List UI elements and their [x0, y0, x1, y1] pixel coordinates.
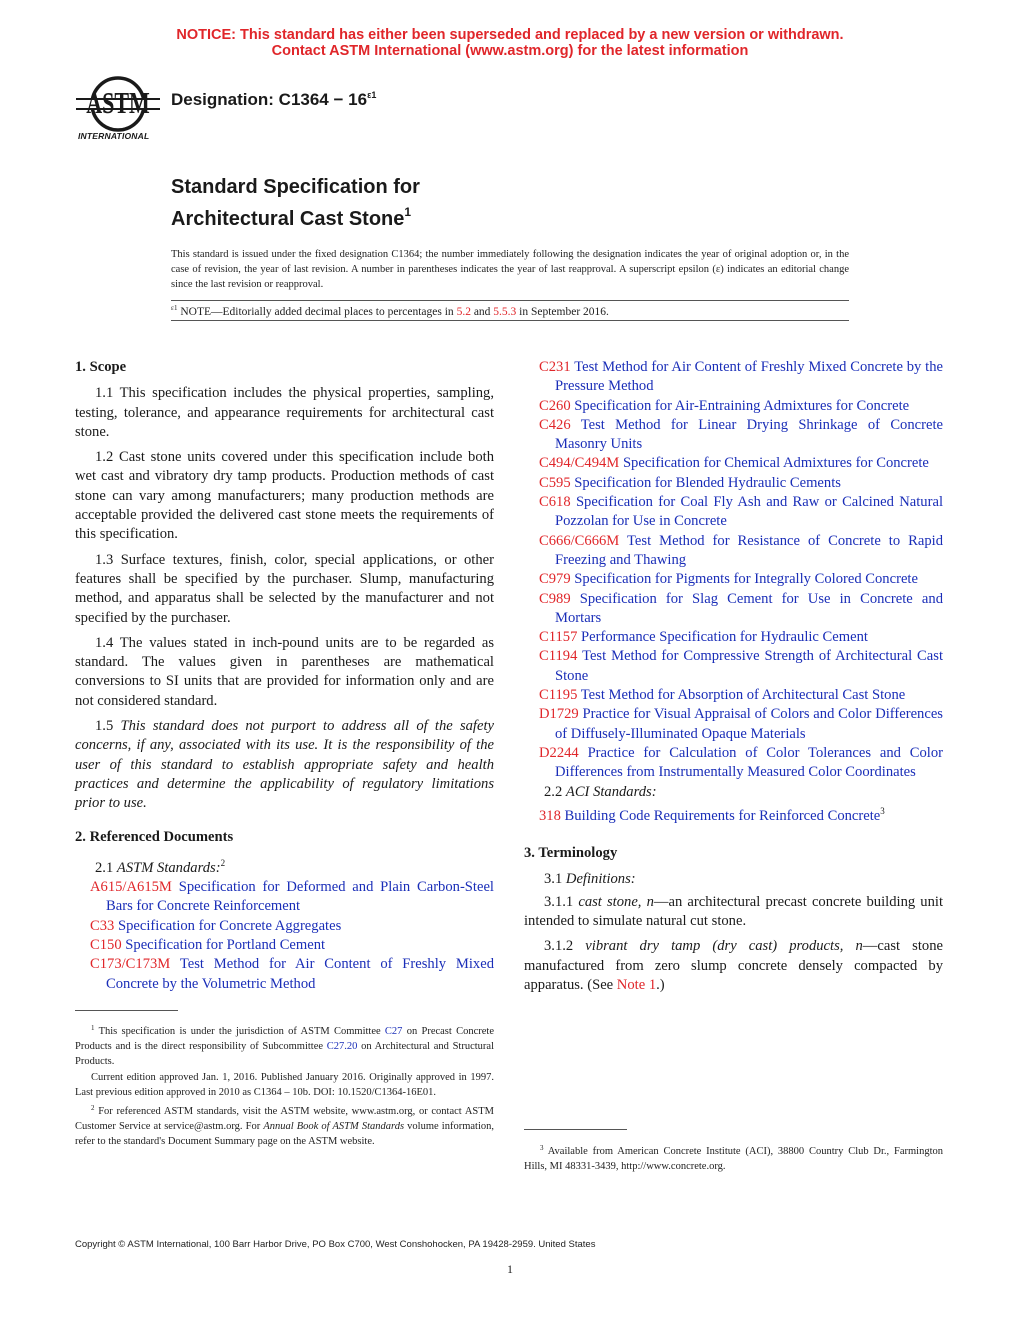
term-3-1-1-num: 3.1.1 [544, 893, 574, 910]
term-3-1-1 [524, 893, 943, 932]
scope-1-5-num: 1.5 [95, 718, 114, 735]
reference-code[interactable]: C260 [539, 397, 571, 414]
aci-standards-label [524, 783, 943, 802]
reference-item[interactable] [524, 416, 943, 455]
astm-sup: 2 [220, 857, 226, 868]
epsilon-note-text: NOTE—Editorially added decimal places to percentages in [177, 306, 457, 318]
footnote-2 [75, 1101, 494, 1149]
left-column [75, 358, 494, 994]
reference-code[interactable]: C666/C666M [539, 532, 620, 549]
reference-title[interactable]: Specification for Concrete Aggregates [117, 917, 342, 934]
reference-code[interactable]: A615/A615M [90, 879, 172, 896]
reference-title[interactable]: Specification for Portland Cement [125, 937, 326, 954]
withdrawn-notice [0, 27, 1020, 59]
reference-title[interactable]: Test Method for Absorption of Architectural Cast Stone [580, 687, 906, 704]
reference-code[interactable]: D2244 [539, 744, 579, 761]
reference-318[interactable] [524, 802, 943, 826]
referenced-heading: 2. Referenced Documents [75, 828, 234, 845]
right-column [524, 358, 943, 1001]
reference-code[interactable]: C33 [90, 917, 115, 934]
right-footnote-rule [524, 1129, 627, 1130]
epsilon-note-end: in September 2016. [516, 306, 609, 318]
title-line-1: Standard Specification for [171, 176, 420, 198]
footnote-1 [75, 1021, 494, 1069]
right-footnotes [524, 1141, 943, 1175]
reference-item[interactable] [524, 686, 943, 705]
scope-1-5-text: This standard does not purport to address all of the safety concerns, if any, associated with its use. It is the responsibility of the user of this standard to establish appropriate safety and health practices and determine the applicability of regulatory limitations prior to use. [75, 718, 494, 812]
aci-num: 2.2 [544, 783, 563, 800]
footnote-2-a: For referenced ASTM standards, visit the ASTM website, www.astm.org, or contact ASTM Customer Service at service@astm.org. For [75, 1106, 494, 1132]
designation-superscript: ε1 [367, 90, 377, 100]
reference-item[interactable] [524, 532, 943, 571]
link-note-1[interactable]: Note 1 [616, 976, 657, 993]
terminology-heading: 3. Terminology [524, 845, 618, 862]
footnote-2-sup: 2 [91, 1104, 95, 1112]
reference-title[interactable]: Specification for Coal Fly Ash and Raw or Calcined Natural Pozzolan for Use in Concrete [555, 494, 943, 530]
scope-1-2: 1.2 Cast stone units covered under this specification include both wet cast and vibratory dry tamp products. Production methods of cast stone can vary among manufacturers; many production methods are acceptable provided the delivered cast stone meets the requirements of this specification. [75, 449, 494, 543]
link-5-5-3[interactable]: 5.5.3 [493, 306, 517, 318]
reference-sup: 3 [880, 805, 885, 816]
notice-line-1: NOTICE: This standard has either been superseded and replaced by a new version or withdrawn. [176, 27, 844, 43]
reference-code[interactable]: C979 [539, 571, 571, 588]
epsilon-bottom-rule [171, 320, 849, 321]
reference-code[interactable]: C150 [90, 937, 122, 954]
reference-code[interactable]: C426 [539, 416, 571, 433]
reference-code[interactable]: C1157 [539, 629, 578, 646]
logo-text: INTERNATIONAL [78, 131, 150, 141]
aci-label: ACI Standards: [565, 783, 657, 800]
reference-item[interactable] [524, 358, 943, 397]
astm-standards-label [75, 854, 494, 878]
reference-title[interactable]: Test Method for Compressive Strength of Architectural Cast Stone [555, 648, 943, 684]
reference-code[interactable]: C231 [539, 359, 571, 375]
footnote-2-b: volume information, refer to the standard's Document Summary page on the ASTM website. [75, 1121, 494, 1147]
reference-title[interactable]: Specification for Slag Cement for Use in Concrete and Mortars [555, 590, 943, 626]
reference-item[interactable] [524, 628, 943, 647]
reference-code[interactable]: C618 [539, 494, 571, 511]
reference-item[interactable] [524, 454, 943, 473]
reference-title[interactable]: Specification for Deformed and Plain Carbon-Steel Bars for Concrete Reinforcement [106, 879, 494, 915]
issued-statement: This standard is issued under the fixed designation C1364; the number immediately following the designation indicates the year of original adoption or, in the case of revision, the year of last revision. A number in parentheses indicates the year of last reapproval. A superscript epsilon (ε) indicates an editorial change since the last revision or reapproval. [171, 249, 849, 290]
term-3-1-2-end: .) [656, 976, 665, 993]
term-3-1-2-num: 3.1.2 [544, 938, 574, 955]
reference-item[interactable] [75, 917, 494, 936]
link-c27-20[interactable]: C27.20 [326, 1041, 358, 1052]
term-3-1-1-text: —an architectural precast concrete building unit intended to simulate natural cut stone. [524, 893, 944, 930]
left-reference-list [75, 878, 494, 994]
astm-num: 2.1 [95, 859, 114, 876]
reference-title[interactable]: Test Method for Linear Drying Shrinkage of Concrete Masonry Units [555, 416, 943, 453]
reference-item[interactable] [524, 744, 943, 783]
link-c27[interactable]: C27 [384, 1026, 403, 1037]
epsilon-top-rule [171, 300, 849, 301]
reference-title[interactable]: Test Method for Resistance of Concrete to Rapid Freezing and Thawing [555, 532, 944, 568]
scope-1-4: 1.4 The values stated in inch-pound units are to be regarded as standard. The values given in parentheses are mathematical conversions to SI units that are provided for information only and are not considered standard. [75, 634, 494, 709]
designation [171, 90, 376, 110]
reference-code[interactable]: C595 [539, 474, 571, 491]
reference-title[interactable]: Specification for Air-Entraining Admixtures for Concrete [574, 397, 910, 414]
footnote-3-sup: 3 [540, 1144, 544, 1152]
designation-label: Designation: C1364 − 16 [171, 90, 368, 109]
term-3-1-2-term: vibrant dry tamp (dry cast) products, n [585, 938, 863, 955]
reference-title[interactable]: Specification for Blended Hydraulic Cements [574, 474, 841, 491]
reference-code[interactable]: C1194 [539, 648, 578, 665]
definitions-text: Definitions: [565, 871, 636, 888]
footnote-1-edition: Current edition approved Jan. 1, 2016. Published January 2016. Originally approved in 1997. Last previous edition approved in 2010 as C1364 – 10b. DOI: 10.1520/C1364-16E01. [75, 1072, 494, 1098]
left-footnotes [75, 1021, 494, 1150]
left-footnote-rule [75, 1010, 178, 1011]
right-reference-list [524, 358, 943, 783]
definitions-label [524, 870, 943, 889]
reference-item[interactable] [524, 590, 943, 629]
notice-line-2: Contact ASTM International (www.astm.org) for the latest information [271, 43, 749, 59]
footnote-1-c: on Architectural and Structural Products. [75, 1041, 495, 1067]
reference-title[interactable]: Test Method for Air Content of Freshly Mixed Concrete by the Volumetric Method [106, 956, 494, 992]
scope-heading: 1. Scope [75, 359, 127, 375]
epsilon-note-and: and [470, 306, 494, 318]
footnote-1-b: on Precast Concrete Products and is the direct responsibility of Subcommittee [75, 1026, 494, 1052]
reference-item[interactable] [524, 397, 943, 416]
definitions-num: 3.1 [544, 871, 563, 888]
reference-title[interactable]: Test Method for Air Content of Freshly Mixed Concrete by the Pressure Method [555, 359, 943, 395]
term-3-1-2-text: —cast stone manufactured from zero slump concrete densely compacted by apparatus. (See [524, 938, 943, 993]
term-3-1-2 [524, 937, 943, 995]
astm-logo-icon [74, 74, 160, 134]
reference-code[interactable]: C494/C494M [539, 455, 620, 472]
footnote-3 [524, 1141, 943, 1174]
reference-item[interactable] [75, 878, 494, 917]
reference-code[interactable]: 318 [539, 807, 561, 824]
epsilon-note [171, 304, 609, 318]
reference-title[interactable]: Practice for Calculation of Color Tolerances and Color Differences from Instrumentally Measured Color Coordinates [555, 744, 943, 781]
scope-1-3: 1.3 Surface textures, finish, color, special applications, or other features shall be specified by the purchaser. Slump, manufacturing method, and apparatus shall be selected by the manufacturer and not specified by the purchaser. [75, 551, 494, 626]
astm-label: ASTM Standards: [116, 859, 221, 876]
reference-item[interactable] [524, 647, 943, 686]
footnote-3-text: Available from American Concrete Institute (ACI), 38800 Country Club Dr., Farmington Hills, MI 48331-3439, http://www.concrete.org. [524, 1146, 943, 1172]
title-line-2: Architectural Cast Stone [171, 208, 405, 230]
reference-item[interactable] [524, 570, 943, 589]
reference-code[interactable]: D1729 [539, 706, 579, 723]
reference-code[interactable]: C173/C173M [90, 956, 171, 973]
reference-title[interactable]: Practice for Visual Appraisal of Colors and Color Differences of Diffusely-Illuminated Opaque Materials [555, 706, 943, 742]
reference-item[interactable] [524, 474, 943, 493]
epsilon-sup: ε1 [171, 304, 178, 312]
term-3-1-1-term: cast stone, n [578, 893, 654, 910]
footnote-2-em: Annual Book of ASTM Standards [263, 1121, 405, 1132]
reference-title[interactable]: Specification for Chemical Admixtures for Concrete [622, 455, 929, 472]
reference-item[interactable] [524, 705, 943, 744]
svg-text:ASTM: ASTM [86, 85, 150, 121]
footnote-1-sup: 1 [91, 1024, 95, 1032]
reference-title[interactable]: Specification for Pigments for Integrally Colored Concrete [574, 571, 918, 588]
footnote-1-a: This specification is under the jurisdiction of ASTM Committee [94, 1026, 385, 1037]
copyright: Copyright © ASTM International, 100 Barr Harbor Drive, PO Box C700, West Conshohocken, PA 19428-2959. United States [75, 1239, 596, 1250]
link-5-2[interactable]: 5.2 [456, 306, 471, 318]
reference-title[interactable]: Performance Specification for Hydraulic Cement [581, 629, 868, 646]
reference-title[interactable]: Building Code Requirements for Reinforced Concrete [564, 807, 881, 824]
reference-item[interactable] [524, 493, 943, 532]
reference-code[interactable]: C989 [539, 590, 571, 607]
scope-1-1: 1.1 This specification includes the physical properties, sampling, testing, tolerance, and appearance requirements for architectural cast stone. [75, 385, 494, 440]
reference-item[interactable] [75, 955, 494, 994]
reference-item[interactable] [75, 936, 494, 955]
page-title [171, 175, 420, 232]
title-footnote-ref: 1 [404, 205, 412, 219]
page-number: 1 [507, 1262, 513, 1276]
reference-code[interactable]: C1195 [539, 687, 578, 704]
scope-1-5 [75, 717, 494, 813]
